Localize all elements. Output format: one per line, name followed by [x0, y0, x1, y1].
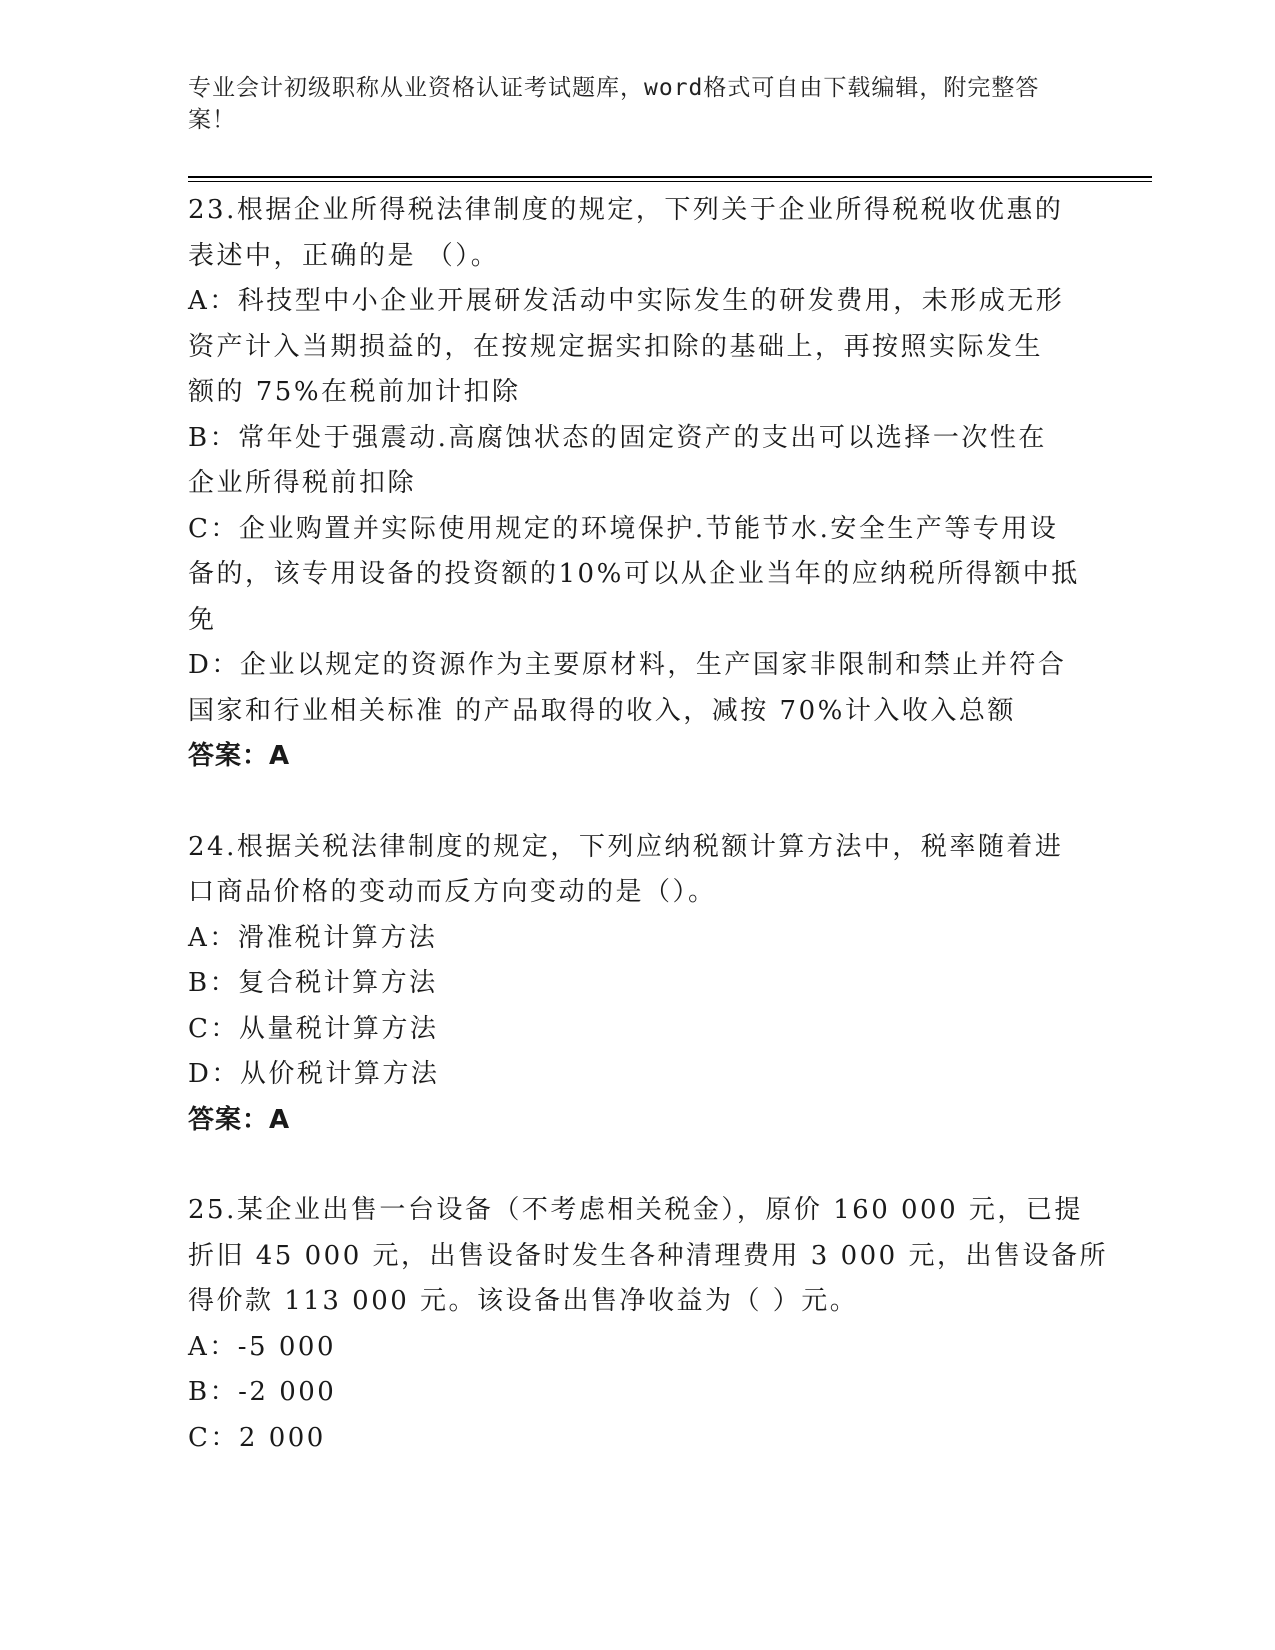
option-line: 额的 75%在税前加计扣除 [188, 377, 521, 407]
question-stem-line: 23.根据企业所得税法律制度的规定，下列关于企业所得税税收优惠的 [188, 195, 1064, 225]
header-line-2: 案！ [188, 107, 236, 133]
header-divider-thick [188, 176, 1152, 178]
option-line: 免 [188, 604, 217, 635]
option-line: A：科技型中小企业开展研发活动中实际发生的研发费用，未形成无形 [188, 286, 1065, 316]
option-b: B：-2 000 [188, 1377, 337, 1407]
option-line: C：企业购置并实际使用规定的环境保护.节能节水.安全生产等专用设 [188, 513, 1059, 544]
option-c: C：从量税计算方法 [188, 1013, 439, 1044]
option-line: 资产计入当期损益的，在按规定据实扣除的基础上，再按照实际发生 [188, 331, 1044, 362]
question-list [188, 188, 1108, 1461]
document-header [188, 72, 1068, 136]
option-line: 国家和行业相关标准 的产品取得的收入，减按 70%计入收入总额 [188, 695, 1016, 726]
question-stem-line: 得价款 113 000 元。该设备出售净收益为（ ）元。 [188, 1286, 859, 1316]
question-23 [188, 188, 1088, 780]
option-a: A：-5 000 [188, 1331, 336, 1362]
answer-label: 答案：A [188, 1104, 291, 1135]
option-line: 备的，该专用设备的投资额的10%可以从企业当年的应纳税所得额中抵 [188, 559, 1080, 589]
question-stem-line: 口商品价格的变动而反方向变动的是（）。 [188, 877, 717, 907]
option-b: B：复合税计算方法 [188, 968, 438, 998]
option-d: D：从价税计算方法 [188, 1059, 440, 1089]
question-stem-line: 25.某企业出售一台设备（不考虑相关税金），原价 160 000 元，已提 [188, 1195, 1083, 1225]
question-25 [188, 1188, 1108, 1461]
question-24 [188, 825, 1088, 1144]
option-c [188, 507, 1088, 644]
header-line-1: 专业会计初级职称从业资格认证考试题库，word格式可自由下载编辑，附完整答 [188, 75, 1040, 101]
option-a [188, 279, 1088, 416]
option-d [188, 643, 1088, 734]
question-stem-line: 24.根据关税法律制度的规定，下列应纳税额计算方法中，税率随着进 [188, 831, 1064, 862]
question-spacer [188, 1143, 1088, 1188]
option-a: A：滑准税计算方法 [188, 922, 438, 953]
answer-label: 答案：A [188, 741, 291, 771]
option-line: B：常年处于强震动.高腐蚀状态的固定资产的支出可以选择一次性在 [188, 422, 1047, 453]
option-b [188, 416, 1088, 507]
option-line: D：企业以规定的资源作为主要原材料，生产国家非限制和禁止并符合 [188, 650, 1067, 680]
question-stem-line: 折旧 45 000 元，出售设备时发生各种清理费用 3 000 元，出售设备所 [188, 1240, 1108, 1271]
question-stem-line: 表述中，正确的是 （）。 [188, 240, 500, 271]
header-divider-thin [188, 181, 1152, 182]
option-line: 企业所得税前扣除 [188, 468, 417, 498]
option-c: C：2 000 [188, 1422, 326, 1453]
question-spacer [188, 780, 1088, 825]
